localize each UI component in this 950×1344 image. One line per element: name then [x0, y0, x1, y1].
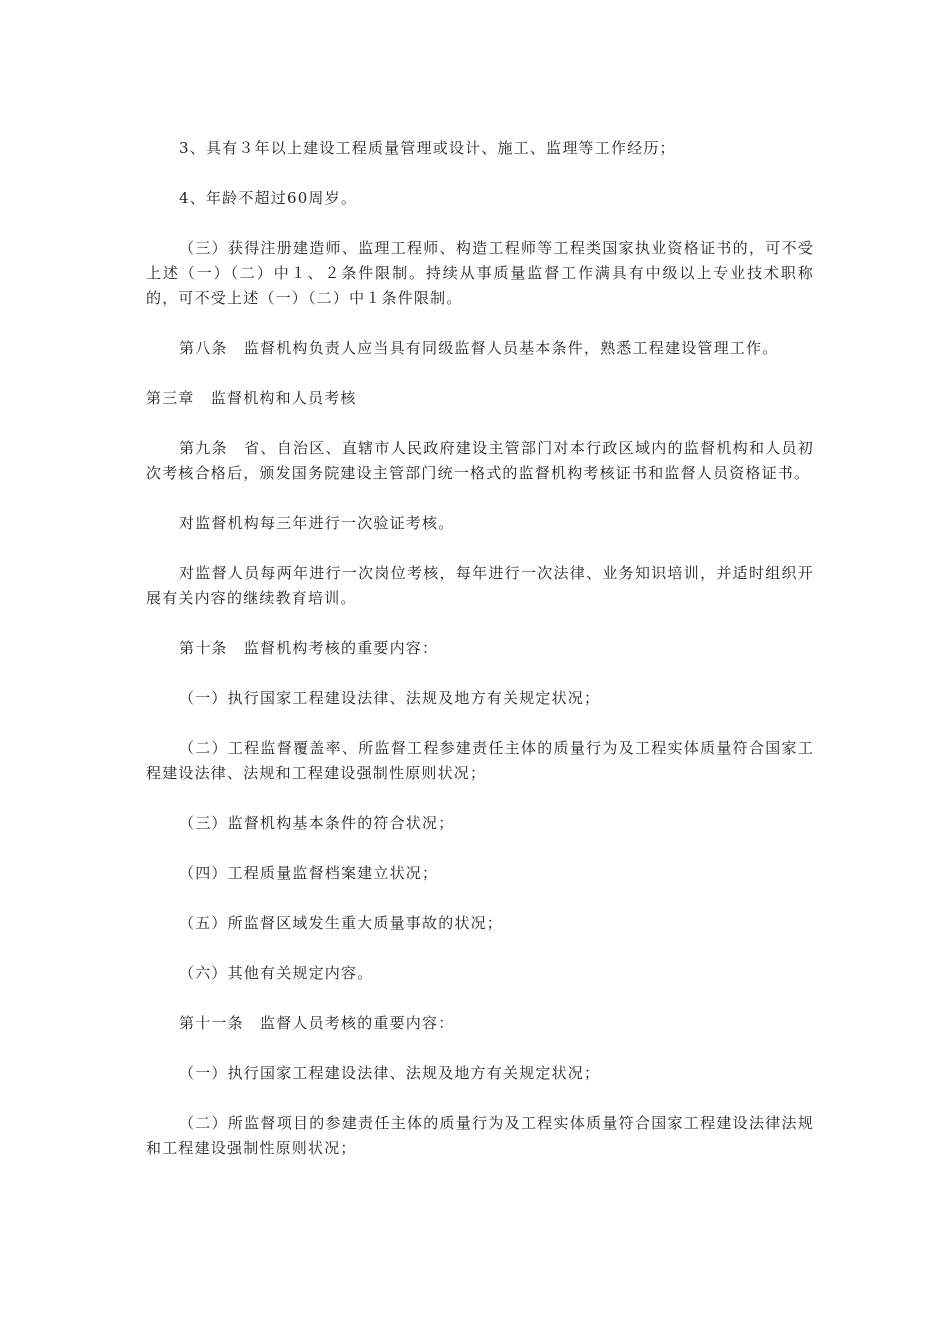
paragraph: 对监督人员每两年进行一次岗位考核，每年进行一次法律、业务知识培训，并适时组织开展有关内容的继续教育培训。 [146, 564, 814, 607]
list-item: （四）工程质量监督档案建立状况； [179, 864, 439, 882]
document-body [146, 136, 814, 1186]
list-item: （六）其他有关规定内容。 [179, 964, 374, 982]
paragraph: （三）获得注册建造师、监理工程师、构造工程师等工程类国家执业资格证书的，可不受上述（一）（二）中１、２条件限制。持续从事质量监督工作满具有中级以上专业技术职称的，可不受上述（一）（二）中１条件限制。 [146, 239, 814, 307]
paragraph: 第九条 省、自治区、直辖市人民政府建设主管部门对本行政区域内的监督机构和人员初次考核合格后，颁发国务院建设主管部门统一格式的监督机构考核证书和监督人员资格证书。 [146, 439, 814, 482]
list-item: （一）执行国家工程建设法律、法规及地方有关规定状况； [179, 1064, 601, 1082]
paragraph: 4、年龄不超过60周岁。 [179, 189, 358, 207]
paragraph: 3、具有３年以上建设工程质量管理或设计、施工、监理等工作经历； [179, 139, 676, 157]
list-item: （一）执行国家工程建设法律、法规及地方有关规定状况； [179, 689, 601, 707]
paragraph: 第十条 监督机构考核的重要内容： [179, 639, 439, 657]
list-item: （二）所监督项目的参建责任主体的质量行为及工程实体质量符合国家工程建设法律法规和工程建设强制性原则状况； [146, 1114, 814, 1157]
paragraph: 第八条 监督机构负责人应当具有同级监督人员基本条件，熟悉工程建设管理工作。 [179, 339, 779, 357]
paragraph: 对监督机构每三年进行一次验证考核。 [179, 514, 455, 532]
list-item: （二）工程监督覆盖率、所监督工程参建责任主体的质量行为及工程实体质量符合国家工程建设法律、法规和工程建设强制性原则状况； [146, 739, 814, 782]
list-item: （三）监督机构基本条件的符合状况； [179, 814, 455, 832]
paragraph: 第十一条 监督人员考核的重要内容： [179, 1014, 455, 1032]
chapter-heading: 第三章 监督机构和人员考核 [146, 389, 357, 407]
list-item: （五）所监督区域发生重大质量事故的状况； [179, 914, 504, 932]
